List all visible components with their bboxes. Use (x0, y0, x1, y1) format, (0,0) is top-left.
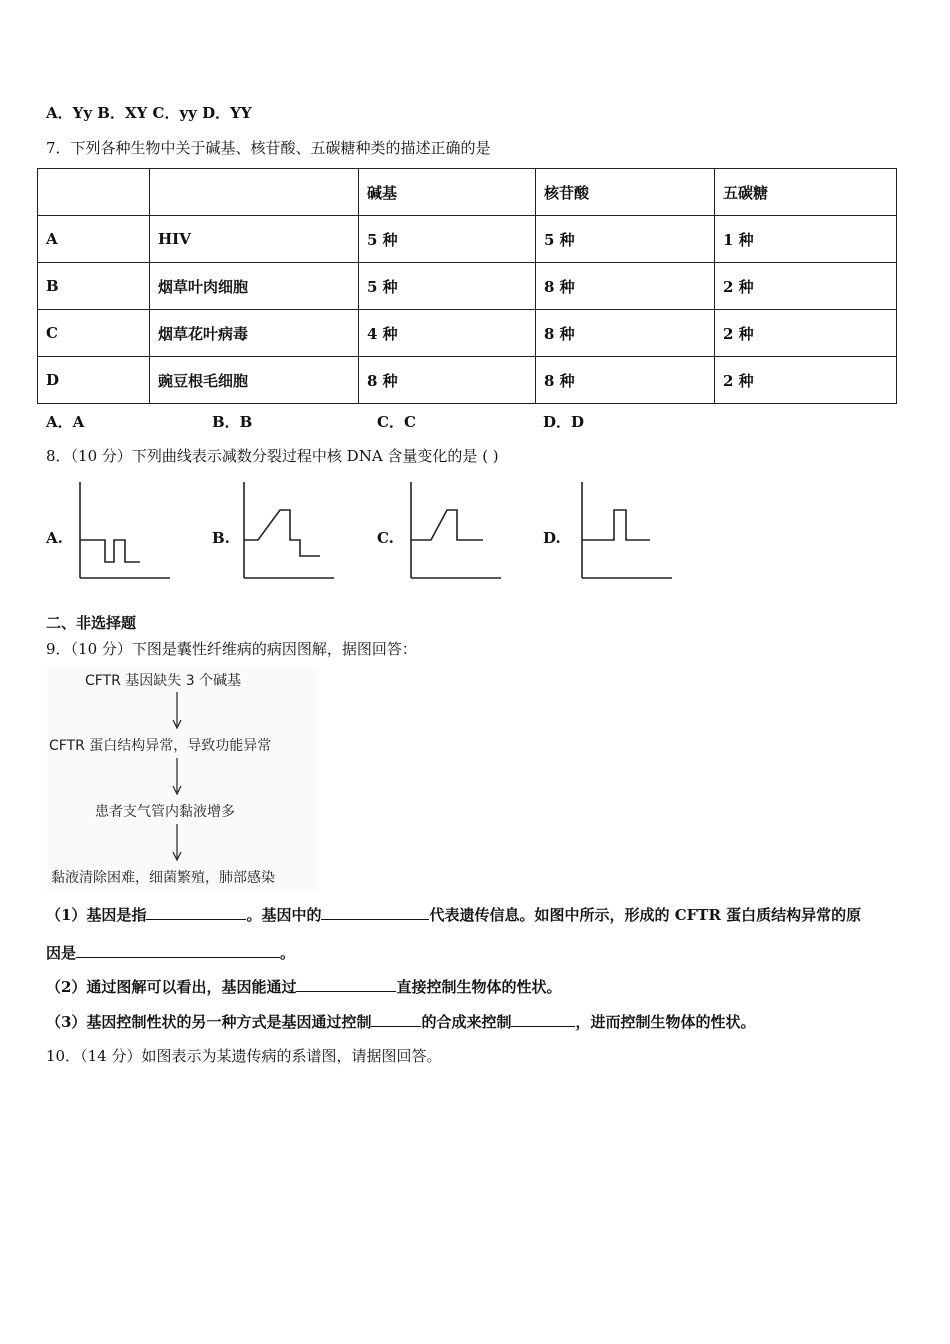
answer-blank[interactable] (371, 1012, 421, 1027)
q8-label-d: D. (543, 529, 561, 547)
table-cell (150, 169, 359, 216)
table-cell: 5 种 (359, 216, 536, 263)
q8-label-b: B. (212, 529, 230, 547)
q7-table (37, 168, 897, 404)
answer-blank[interactable] (296, 977, 396, 992)
table-cell: 8 种 (359, 357, 536, 404)
table-cell: 豌豆根毛细胞 (150, 357, 359, 404)
q9-flow-diagram (47, 668, 317, 890)
q9-p1-text: 代表遗传信息。如图中所示，形成的 CFTR 蛋白质结构异常的原 (429, 906, 862, 924)
q8-graph-c (403, 478, 503, 582)
q8-graph-b (236, 478, 336, 582)
table-cell: A (38, 216, 150, 263)
table-cell (38, 169, 150, 216)
q7-option-c: C．C (377, 413, 416, 431)
table-cell: 5 种 (536, 216, 715, 263)
table-row (38, 263, 897, 310)
q7-option-d: D．D (543, 413, 585, 431)
q9-p3-text: 的合成来控制 (421, 1013, 512, 1031)
table-header-row (38, 169, 897, 216)
q8-graph-d (574, 478, 674, 582)
table-cell: 5 种 (359, 263, 536, 310)
q9-p1-text: （1）基因是指 (46, 906, 147, 924)
q10-stem: 10．（14 分）如图表示为某遗传病的系谱图，请据图回答。 (46, 1047, 442, 1065)
q8-label-a: A. (46, 529, 63, 547)
q9-part2 (46, 976, 561, 997)
flow-step-3: 患者支气管内黏液增多 (95, 804, 235, 820)
table-cell: HIV (150, 216, 359, 263)
q9-p1-text: 。 (280, 944, 296, 962)
down-arrow-icon (171, 824, 183, 862)
table-cell: 核苷酸 (536, 169, 715, 216)
table-cell: 8 种 (536, 310, 715, 357)
q9-part3 (46, 1011, 755, 1032)
q7-stem: 7．下列各种生物中关于碱基、核苷酸、五碳糖种类的描述正确的是 (46, 139, 491, 157)
q9-p3-text: ，进而控制生物体的性状。 (575, 1013, 756, 1031)
table-cell: 1 种 (715, 216, 897, 263)
q9-part1-line2 (46, 942, 295, 963)
table-cell: 8 种 (536, 357, 715, 404)
down-arrow-icon (171, 758, 183, 796)
table-cell: 2 种 (715, 357, 897, 404)
table-cell: 2 种 (715, 263, 897, 310)
q9-part1-line1 (46, 904, 861, 925)
table-cell: 8 种 (536, 263, 715, 310)
answer-blank[interactable] (76, 943, 280, 958)
q8-label-c: C. (377, 529, 394, 547)
section-title: 二、非选择题 (46, 614, 137, 632)
table-row (38, 357, 897, 404)
q7-option-a: A．A (46, 413, 85, 431)
table-cell: 碱基 (359, 169, 536, 216)
flow-step-2: CFTR 蛋白结构异常，导致功能异常 (49, 738, 272, 754)
q9-p2-text: （2）通过图解可以看出，基因能通过 (46, 978, 297, 996)
table-cell: 4 种 (359, 310, 536, 357)
flow-step-1: CFTR 基因缺失 3 个碱基 (85, 673, 242, 689)
table-cell: 烟草花叶病毒 (150, 310, 359, 357)
q9-p1-text: 。基因中的 (246, 906, 322, 924)
q8-stem: 8．（10 分）下列曲线表示减数分裂过程中核 DNA 含量变化的是 ( ) (46, 447, 499, 465)
q9-p3-text: （3）基因控制性状的另一种方式是基因通过控制 (46, 1013, 372, 1031)
q9-p2-text: 直接控制生物体的性状。 (396, 978, 562, 996)
q8-graph-a (72, 478, 172, 582)
table-row (38, 216, 897, 263)
table-row (38, 310, 897, 357)
table-cell: D (38, 357, 150, 404)
answer-blank[interactable] (146, 905, 246, 920)
table-cell: B (38, 263, 150, 310)
q9-p1-text: 因是 (46, 944, 77, 962)
q6-options: A．Yy B．XY C．yy D．YY (46, 104, 252, 122)
table-cell: C (38, 310, 150, 357)
answer-blank[interactable] (321, 905, 429, 920)
answer-blank[interactable] (511, 1012, 575, 1027)
down-arrow-icon (171, 692, 183, 730)
table-cell: 烟草叶肉细胞 (150, 263, 359, 310)
table-cell: 五碳糖 (715, 169, 897, 216)
q7-option-b: B．B (212, 413, 253, 431)
q9-stem: 9．（10 分）下图是囊性纤维病的病因图解，据图回答： (46, 640, 417, 658)
table-cell: 2 种 (715, 310, 897, 357)
flow-step-4: 黏液清除困难，细菌繁殖，肺部感染 (51, 870, 275, 886)
